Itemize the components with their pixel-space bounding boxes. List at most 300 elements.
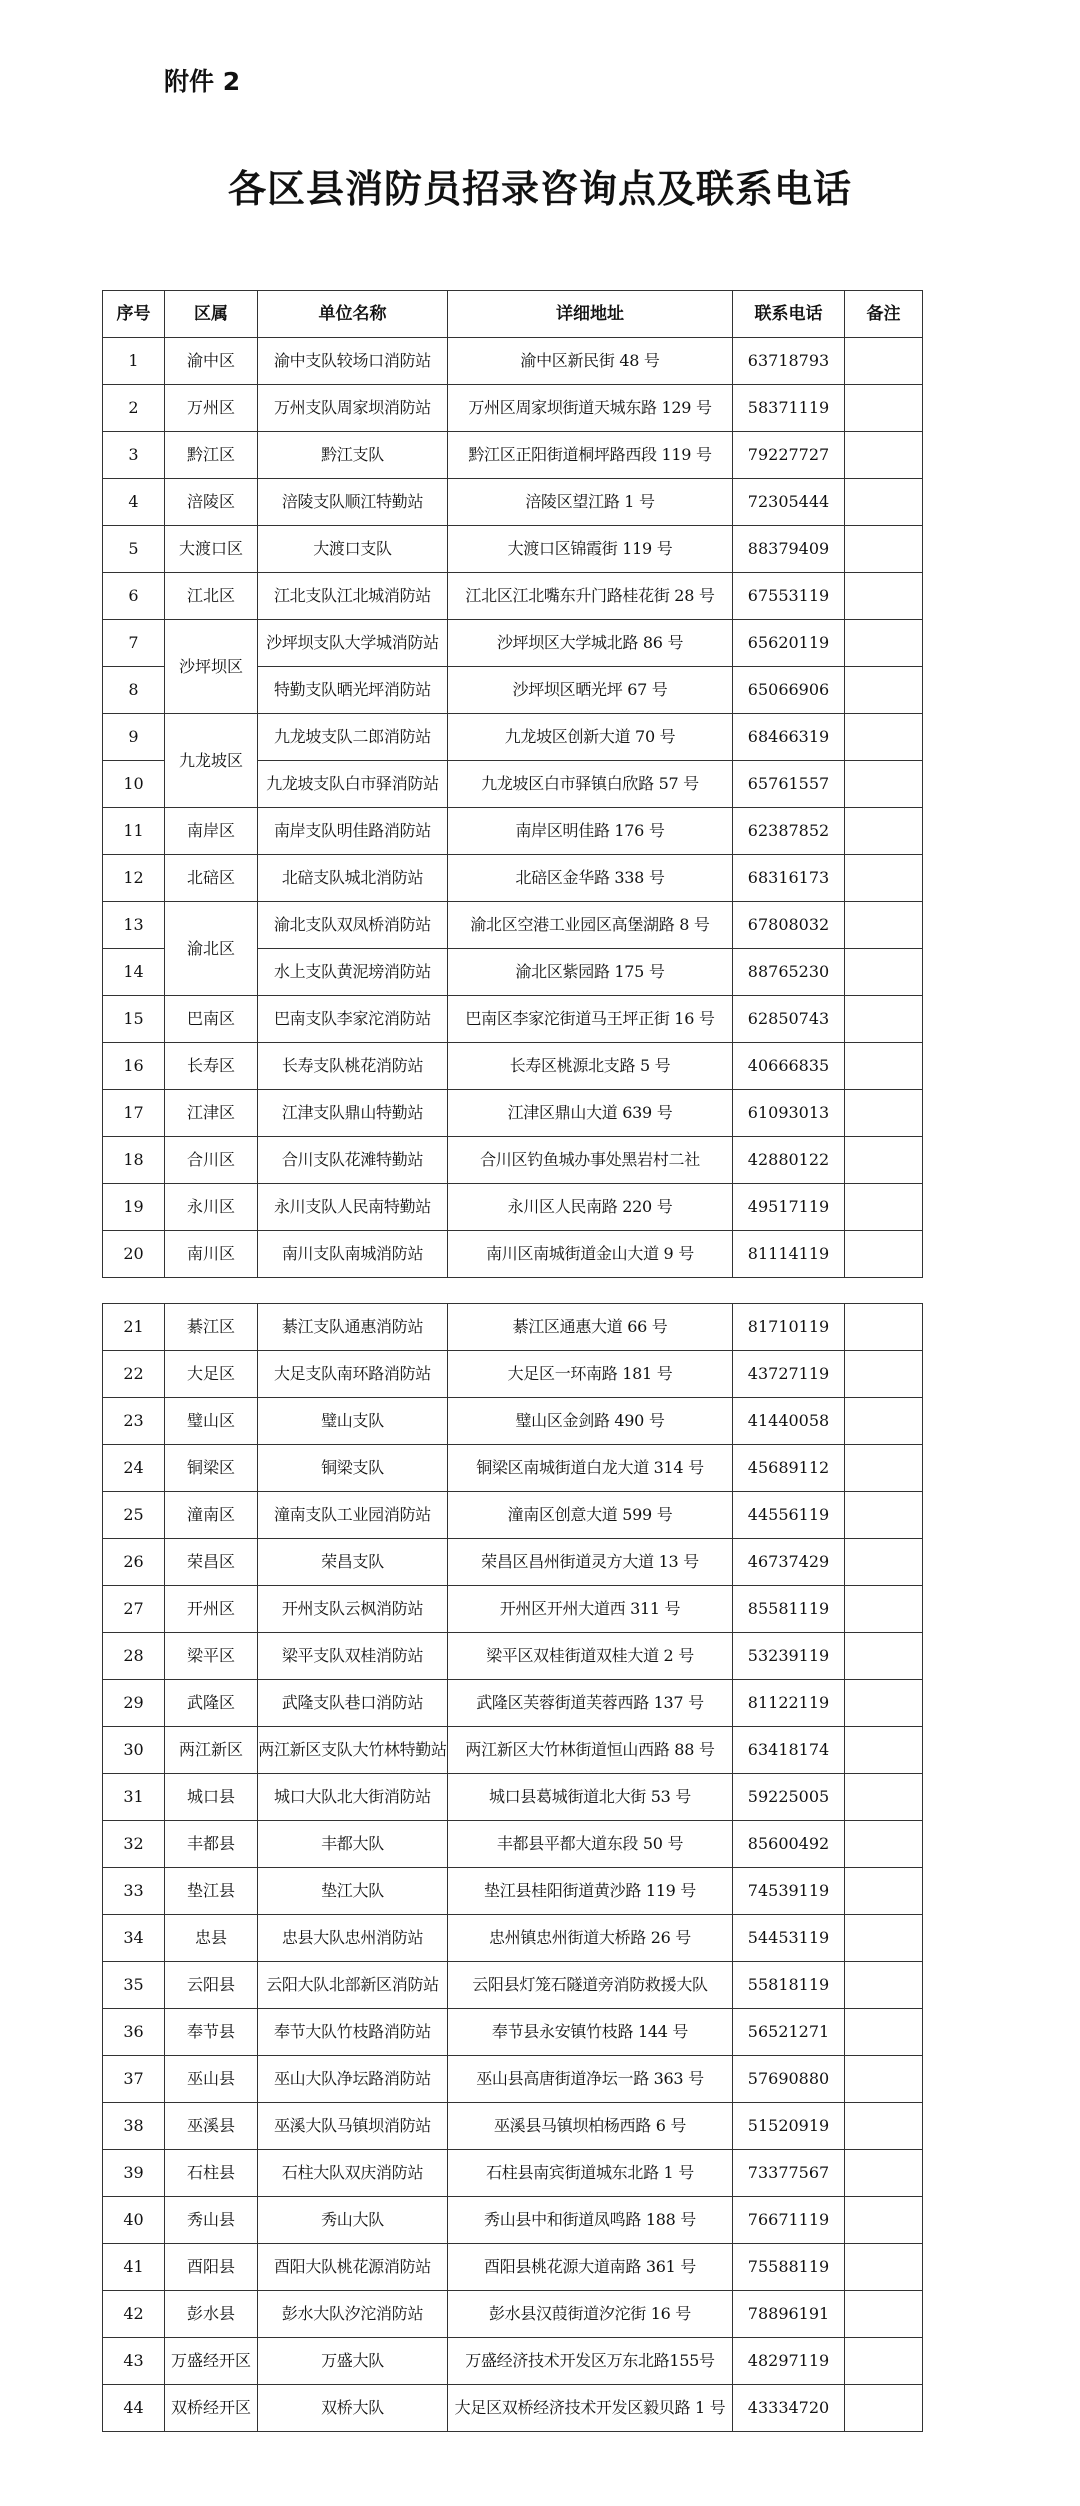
header-phone: 联系电话 (733, 291, 845, 338)
row-number: 42 (103, 2291, 165, 2338)
row-number: 23 (103, 1398, 165, 1445)
unit-name-cell: 忠县大队忠州消防站 (258, 1915, 448, 1962)
remark-cell (845, 808, 923, 855)
address-cell: 垫江县桂阳街道黄沙路 119 号 (448, 1868, 733, 1915)
phone-cell: 72305444 (733, 479, 845, 526)
table-row (103, 714, 923, 761)
row-number: 40 (103, 2197, 165, 2244)
header-address: 详细地址 (448, 291, 733, 338)
remark-cell (845, 1492, 923, 1539)
address-cell: 江津区鼎山大道 639 号 (448, 1090, 733, 1137)
phone-cell: 48297119 (733, 2338, 845, 2385)
row-number: 12 (103, 855, 165, 902)
district-cell: 巫山县 (165, 2056, 258, 2103)
address-cell: 武隆区芙蓉街道芙蓉西路 137 号 (448, 1680, 733, 1727)
remark-cell (845, 1137, 923, 1184)
table-header-row (103, 291, 923, 338)
phone-cell: 59225005 (733, 1774, 845, 1821)
remark-cell (845, 338, 923, 385)
address-cell: 渝北区空港工业园区高堡湖路 8 号 (448, 902, 733, 949)
table-row (103, 2150, 923, 2197)
district-cell: 南岸区 (165, 808, 258, 855)
phone-cell: 62850743 (733, 996, 845, 1043)
table-row (103, 1445, 923, 1492)
district-cell: 万盛经开区 (165, 2338, 258, 2385)
address-cell: 巫溪县马镇坝柏杨西路 6 号 (448, 2103, 733, 2150)
remark-cell (845, 1962, 923, 2009)
phone-cell: 61093013 (733, 1090, 845, 1137)
unit-name-cell: 万盛大队 (258, 2338, 448, 2385)
remark-cell (845, 667, 923, 714)
district-cell: 奉节县 (165, 2009, 258, 2056)
district-cell: 渝北区 (165, 902, 258, 996)
unit-name-cell: 南川支队南城消防站 (258, 1231, 448, 1278)
row-number: 35 (103, 1962, 165, 2009)
row-number: 43 (103, 2338, 165, 2385)
district-cell: 铜梁区 (165, 1445, 258, 1492)
table-row (103, 620, 923, 667)
address-cell: 两江新区大竹林街道恒山西路 88 号 (448, 1727, 733, 1774)
row-number: 25 (103, 1492, 165, 1539)
unit-name-cell: 江北支队江北城消防站 (258, 573, 448, 620)
remark-cell (845, 2197, 923, 2244)
remark-cell (845, 949, 923, 996)
address-cell: 开州区开州大道西 311 号 (448, 1586, 733, 1633)
address-cell: 九龙坡区白市驿镇白欣路 57 号 (448, 761, 733, 808)
address-cell: 九龙坡区创新大道 70 号 (448, 714, 733, 761)
table-row (103, 808, 923, 855)
address-cell: 酉阳县桃花源大道南路 361 号 (448, 2244, 733, 2291)
address-cell: 南岸区明佳路 176 号 (448, 808, 733, 855)
table-body-part-2 (103, 1304, 923, 2432)
address-cell: 万盛经济技术开发区万东北路155号 (448, 2338, 733, 2385)
remark-cell (845, 1915, 923, 1962)
table-row (103, 1492, 923, 1539)
remark-cell (845, 2338, 923, 2385)
row-number: 21 (103, 1304, 165, 1351)
row-number: 24 (103, 1445, 165, 1492)
row-number: 16 (103, 1043, 165, 1090)
unit-name-cell: 璧山支队 (258, 1398, 448, 1445)
table-row (103, 1821, 923, 1868)
district-cell: 两江新区 (165, 1727, 258, 1774)
district-cell: 万州区 (165, 385, 258, 432)
remark-cell (845, 2291, 923, 2338)
remark-cell (845, 1586, 923, 1633)
remark-cell (845, 1304, 923, 1351)
row-number: 44 (103, 2385, 165, 2432)
address-cell: 云阳县灯笼石隧道旁消防救援大队 (448, 1962, 733, 2009)
phone-cell: 68466319 (733, 714, 845, 761)
address-cell: 黔江区正阳街道桐坪路西段 119 号 (448, 432, 733, 479)
unit-name-cell: 綦江支队通惠消防站 (258, 1304, 448, 1351)
district-cell: 梁平区 (165, 1633, 258, 1680)
row-number: 27 (103, 1586, 165, 1633)
address-cell: 潼南区创意大道 599 号 (448, 1492, 733, 1539)
row-number: 19 (103, 1184, 165, 1231)
district-cell: 忠县 (165, 1915, 258, 1962)
table-row (103, 1137, 923, 1184)
phone-cell: 65620119 (733, 620, 845, 667)
table-row (103, 1727, 923, 1774)
phone-cell: 68316173 (733, 855, 845, 902)
address-cell: 巴南区李家沱街道马王坪正街 16 号 (448, 996, 733, 1043)
address-cell: 江北区江北嘴东升门路桂花街 28 号 (448, 573, 733, 620)
header-no: 序号 (103, 291, 165, 338)
district-cell: 黔江区 (165, 432, 258, 479)
remark-cell (845, 1445, 923, 1492)
district-cell: 巴南区 (165, 996, 258, 1043)
district-cell: 江津区 (165, 1090, 258, 1137)
table-row (103, 855, 923, 902)
row-number: 26 (103, 1539, 165, 1586)
remark-cell (845, 1868, 923, 1915)
table-row (103, 1868, 923, 1915)
unit-name-cell: 两江新区支队大竹林特勤站 (258, 1727, 448, 1774)
contact-table-part-2 (102, 1303, 923, 2432)
row-number: 39 (103, 2150, 165, 2197)
row-number: 29 (103, 1680, 165, 1727)
district-cell: 城口县 (165, 1774, 258, 1821)
phone-cell: 85600492 (733, 1821, 845, 1868)
row-number: 22 (103, 1351, 165, 1398)
row-number: 3 (103, 432, 165, 479)
district-cell: 綦江区 (165, 1304, 258, 1351)
row-number: 4 (103, 479, 165, 526)
table-row (103, 1351, 923, 1398)
remark-cell (845, 479, 923, 526)
attachment-label: 附件 2 (164, 67, 241, 96)
row-number: 41 (103, 2244, 165, 2291)
unit-name-cell: 黔江支队 (258, 432, 448, 479)
address-cell: 綦江区通惠大道 66 号 (448, 1304, 733, 1351)
address-cell: 大足区双桥经济技术开发区毅贝路 1 号 (448, 2385, 733, 2432)
unit-name-cell: 涪陵支队顺江特勤站 (258, 479, 448, 526)
district-cell: 秀山县 (165, 2197, 258, 2244)
phone-cell: 65761557 (733, 761, 845, 808)
phone-cell: 45689112 (733, 1445, 845, 1492)
table-row (103, 1586, 923, 1633)
remark-cell (845, 432, 923, 479)
row-number: 5 (103, 526, 165, 573)
phone-cell: 51520919 (733, 2103, 845, 2150)
remark-cell (845, 1043, 923, 1090)
address-cell: 渝中区新民街 48 号 (448, 338, 733, 385)
unit-name-cell: 江津支队鼎山特勤站 (258, 1090, 448, 1137)
address-cell: 沙坪坝区大学城北路 86 号 (448, 620, 733, 667)
district-cell: 大渡口区 (165, 526, 258, 573)
district-cell: 合川区 (165, 1137, 258, 1184)
remark-cell (845, 573, 923, 620)
remark-cell (845, 1351, 923, 1398)
remark-cell (845, 1633, 923, 1680)
table-row (103, 2009, 923, 2056)
address-cell: 涪陵区望江路 1 号 (448, 479, 733, 526)
unit-name-cell: 双桥大队 (258, 2385, 448, 2432)
unit-name-cell: 北碚支队城北消防站 (258, 855, 448, 902)
row-number: 28 (103, 1633, 165, 1680)
phone-cell: 41440058 (733, 1398, 845, 1445)
remark-cell (845, 1774, 923, 1821)
unit-name-cell: 九龙坡支队二郎消防站 (258, 714, 448, 761)
row-number: 32 (103, 1821, 165, 1868)
row-number: 34 (103, 1915, 165, 1962)
phone-cell: 49517119 (733, 1184, 845, 1231)
table-row (103, 432, 923, 479)
district-cell: 南川区 (165, 1231, 258, 1278)
address-cell: 丰都县平都大道东段 50 号 (448, 1821, 733, 1868)
row-number: 33 (103, 1868, 165, 1915)
row-number: 7 (103, 620, 165, 667)
district-cell: 永川区 (165, 1184, 258, 1231)
row-number: 2 (103, 385, 165, 432)
table-row (103, 1398, 923, 1445)
row-number: 11 (103, 808, 165, 855)
table-row (103, 2338, 923, 2385)
address-cell: 万州区周家坝街道天城东路 129 号 (448, 385, 733, 432)
address-cell: 巫山县高唐街道净坛一路 363 号 (448, 2056, 733, 2103)
remark-cell (845, 2009, 923, 2056)
unit-name-cell: 丰都大队 (258, 1821, 448, 1868)
row-number: 20 (103, 1231, 165, 1278)
phone-cell: 76671119 (733, 2197, 845, 2244)
row-number: 6 (103, 573, 165, 620)
unit-name-cell: 石柱大队双庆消防站 (258, 2150, 448, 2197)
district-cell: 双桥经开区 (165, 2385, 258, 2432)
table-row (103, 2056, 923, 2103)
remark-cell (845, 1821, 923, 1868)
address-cell: 秀山县中和街道凤鸣路 188 号 (448, 2197, 733, 2244)
district-cell: 云阳县 (165, 1962, 258, 2009)
district-cell: 巫溪县 (165, 2103, 258, 2150)
phone-cell: 62387852 (733, 808, 845, 855)
unit-name-cell: 九龙坡支队白市驿消防站 (258, 761, 448, 808)
district-cell: 九龙坡区 (165, 714, 258, 808)
table-row (103, 1304, 923, 1351)
table-row (103, 385, 923, 432)
table-row (103, 1962, 923, 2009)
row-number: 13 (103, 902, 165, 949)
district-cell: 潼南区 (165, 1492, 258, 1539)
remark-cell (845, 902, 923, 949)
district-cell: 长寿区 (165, 1043, 258, 1090)
unit-name-cell: 荣昌支队 (258, 1539, 448, 1586)
row-number: 38 (103, 2103, 165, 2150)
row-number: 8 (103, 667, 165, 714)
unit-name-cell: 开州支队云枫消防站 (258, 1586, 448, 1633)
address-cell: 大足区一环南路 181 号 (448, 1351, 733, 1398)
remark-cell (845, 1727, 923, 1774)
phone-cell: 88379409 (733, 526, 845, 573)
unit-name-cell: 大足支队南环路消防站 (258, 1351, 448, 1398)
remark-cell (845, 1090, 923, 1137)
remark-cell (845, 855, 923, 902)
header-unit: 单位名称 (258, 291, 448, 338)
address-cell: 铜梁区南城街道白龙大道 314 号 (448, 1445, 733, 1492)
row-number: 1 (103, 338, 165, 385)
remark-cell (845, 1184, 923, 1231)
row-number: 18 (103, 1137, 165, 1184)
phone-cell: 78896191 (733, 2291, 845, 2338)
address-cell: 彭水县汉葭街道汐沱街 16 号 (448, 2291, 733, 2338)
table-row (103, 1231, 923, 1278)
address-cell: 沙坪坝区晒光坪 67 号 (448, 667, 733, 714)
table-row (103, 1090, 923, 1137)
row-number: 14 (103, 949, 165, 996)
district-cell: 酉阳县 (165, 2244, 258, 2291)
address-cell: 长寿区桃源北支路 5 号 (448, 1043, 733, 1090)
district-cell: 渝中区 (165, 338, 258, 385)
district-cell: 沙坪坝区 (165, 620, 258, 714)
phone-cell: 43727119 (733, 1351, 845, 1398)
address-cell: 渝北区紫园路 175 号 (448, 949, 733, 996)
table-row (103, 2197, 923, 2244)
phone-cell: 67808032 (733, 902, 845, 949)
address-cell: 北碚区金华路 338 号 (448, 855, 733, 902)
district-cell: 丰都县 (165, 1821, 258, 1868)
address-cell: 忠州镇忠州街道大桥路 26 号 (448, 1915, 733, 1962)
unit-name-cell: 渝北支队双凤桥消防站 (258, 902, 448, 949)
table-row (103, 2244, 923, 2291)
phone-cell: 44556119 (733, 1492, 845, 1539)
phone-cell: 63718793 (733, 338, 845, 385)
unit-name-cell: 南岸支队明佳路消防站 (258, 808, 448, 855)
table-row (103, 2385, 923, 2432)
phone-cell: 81122119 (733, 1680, 845, 1727)
remark-cell (845, 2385, 923, 2432)
row-number: 10 (103, 761, 165, 808)
header-district: 区属 (165, 291, 258, 338)
district-cell: 武隆区 (165, 1680, 258, 1727)
remark-cell (845, 714, 923, 761)
remark-cell (845, 385, 923, 432)
row-number: 31 (103, 1774, 165, 1821)
unit-name-cell: 垫江大队 (258, 1868, 448, 1915)
phone-cell: 85581119 (733, 1586, 845, 1633)
address-cell: 荣昌区昌州街道灵方大道 13 号 (448, 1539, 733, 1586)
remark-cell (845, 2056, 923, 2103)
remark-cell (845, 2103, 923, 2150)
phone-cell: 40666835 (733, 1043, 845, 1090)
district-cell: 北碚区 (165, 855, 258, 902)
unit-name-cell: 渝中支队较场口消防站 (258, 338, 448, 385)
row-number: 37 (103, 2056, 165, 2103)
table-row (103, 1184, 923, 1231)
phone-cell: 56521271 (733, 2009, 845, 2056)
phone-cell: 42880122 (733, 1137, 845, 1184)
unit-name-cell: 云阳大队北部新区消防站 (258, 1962, 448, 2009)
district-cell: 江北区 (165, 573, 258, 620)
row-number: 30 (103, 1727, 165, 1774)
unit-name-cell: 梁平支队双桂消防站 (258, 1633, 448, 1680)
district-cell: 开州区 (165, 1586, 258, 1633)
table-body-part-1 (103, 338, 923, 1278)
unit-name-cell: 长寿支队桃花消防站 (258, 1043, 448, 1090)
table-row (103, 526, 923, 573)
document-title: 各区县消防员招录咨询点及联系电话 (227, 166, 852, 211)
table-row (103, 573, 923, 620)
address-cell: 合川区钓鱼城办事处黑岩村二社 (448, 1137, 733, 1184)
remark-cell (845, 1398, 923, 1445)
unit-name-cell: 酉阳大队桃花源消防站 (258, 2244, 448, 2291)
phone-cell: 55818119 (733, 1962, 845, 2009)
remark-cell (845, 1231, 923, 1278)
table-row (103, 2103, 923, 2150)
phone-cell: 53239119 (733, 1633, 845, 1680)
phone-cell: 65066906 (733, 667, 845, 714)
phone-cell: 46737429 (733, 1539, 845, 1586)
unit-name-cell: 水上支队黄泥塝消防站 (258, 949, 448, 996)
table-row (103, 1915, 923, 1962)
phone-cell: 79227727 (733, 432, 845, 479)
table-row (103, 996, 923, 1043)
district-cell: 垫江县 (165, 1868, 258, 1915)
address-cell: 奉节县永安镇竹枝路 144 号 (448, 2009, 733, 2056)
phone-cell: 73377567 (733, 2150, 845, 2197)
remark-cell (845, 620, 923, 667)
table-row (103, 338, 923, 385)
table-row (103, 1043, 923, 1090)
phone-cell: 54453119 (733, 1915, 845, 1962)
phone-cell: 58371119 (733, 385, 845, 432)
row-number: 15 (103, 996, 165, 1043)
address-cell: 大渡口区锦霞街 119 号 (448, 526, 733, 573)
unit-name-cell: 大渡口支队 (258, 526, 448, 573)
table-row (103, 1680, 923, 1727)
phone-cell: 43334720 (733, 2385, 845, 2432)
unit-name-cell: 城口大队北大街消防站 (258, 1774, 448, 1821)
phone-cell: 75588119 (733, 2244, 845, 2291)
phone-cell: 57690880 (733, 2056, 845, 2103)
unit-name-cell: 武隆支队巷口消防站 (258, 1680, 448, 1727)
district-cell: 石柱县 (165, 2150, 258, 2197)
district-cell: 大足区 (165, 1351, 258, 1398)
table-row (103, 1774, 923, 1821)
phone-cell: 63418174 (733, 1727, 845, 1774)
contact-table-part-1 (102, 290, 923, 1278)
phone-cell: 81114119 (733, 1231, 845, 1278)
phone-cell: 74539119 (733, 1868, 845, 1915)
unit-name-cell: 巫溪大队马镇坝消防站 (258, 2103, 448, 2150)
unit-name-cell: 奉节大队竹枝路消防站 (258, 2009, 448, 2056)
unit-name-cell: 铜梁支队 (258, 1445, 448, 1492)
table-row (103, 2291, 923, 2338)
district-cell: 涪陵区 (165, 479, 258, 526)
remark-cell (845, 2150, 923, 2197)
address-cell: 石柱县南宾街道城东北路 1 号 (448, 2150, 733, 2197)
table-row (103, 902, 923, 949)
phone-cell: 88765230 (733, 949, 845, 996)
remark-cell (845, 761, 923, 808)
row-number: 9 (103, 714, 165, 761)
unit-name-cell: 永川支队人民南特勤站 (258, 1184, 448, 1231)
unit-name-cell: 万州支队周家坝消防站 (258, 385, 448, 432)
remark-cell (845, 526, 923, 573)
district-cell: 彭水县 (165, 2291, 258, 2338)
district-cell: 荣昌区 (165, 1539, 258, 1586)
address-cell: 城口县葛城街道北大街 53 号 (448, 1774, 733, 1821)
table-row (103, 1539, 923, 1586)
remark-cell (845, 2244, 923, 2291)
row-number: 36 (103, 2009, 165, 2056)
address-cell: 永川区人民南路 220 号 (448, 1184, 733, 1231)
address-cell: 南川区南城街道金山大道 9 号 (448, 1231, 733, 1278)
header-remark: 备注 (845, 291, 923, 338)
district-cell: 璧山区 (165, 1398, 258, 1445)
row-number: 17 (103, 1090, 165, 1137)
address-cell: 梁平区双桂街道双桂大道 2 号 (448, 1633, 733, 1680)
unit-name-cell: 合川支队花滩特勤站 (258, 1137, 448, 1184)
